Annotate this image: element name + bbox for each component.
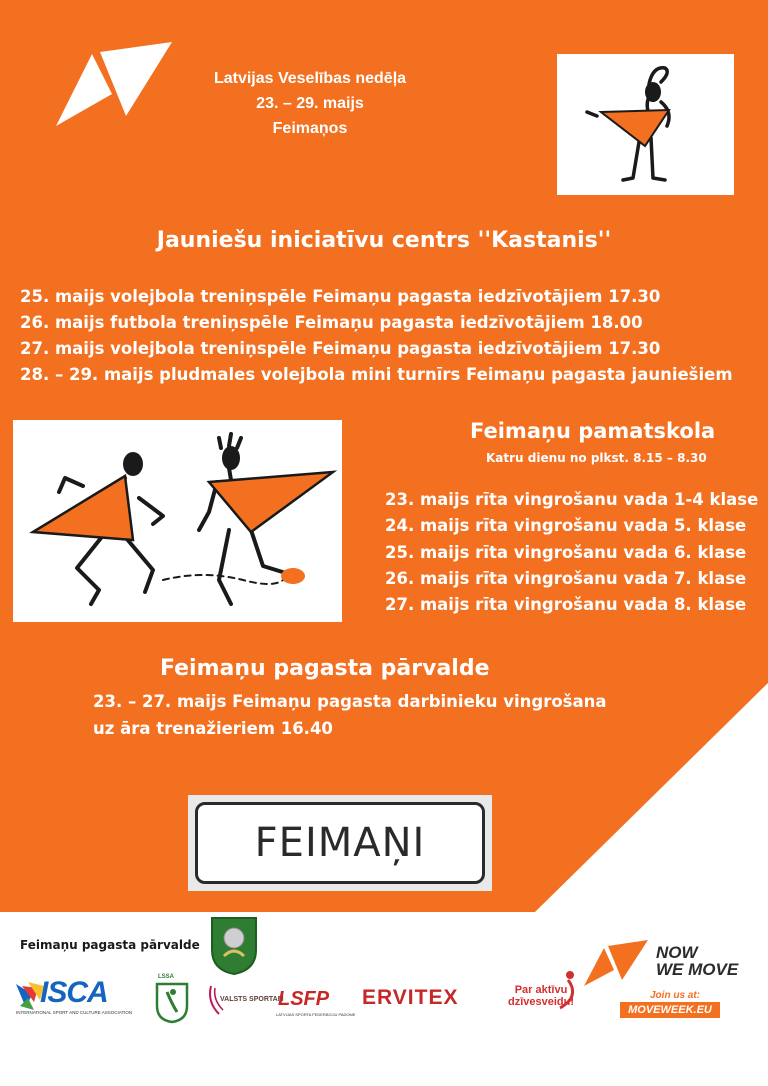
lssa-shield-icon	[155, 976, 189, 1024]
now-text: NOW	[656, 943, 698, 962]
ervitex-text: ERVITEX	[362, 986, 459, 1009]
isca-subtext: INTERNATIONAL SPORT AND CULTURE ASSOCIATION	[16, 1010, 133, 1015]
school-item: 27. maijs rīta vingrošanu vada 8. klase	[385, 595, 747, 614]
kastanis-item: 28. – 29. maijs pludmales volejbola mini turnīrs Feimaņu pagasta jauniešiem	[20, 365, 733, 384]
lssa-text: LSSA	[158, 974, 175, 980]
kastanis-item: 25. maijs volejbola treniņspēle Feimaņu pagasta iedzīvotājiem 17.30	[20, 287, 661, 306]
we-move-text: WE MOVE	[656, 960, 739, 979]
kastanis-title: Jauniešu iniciatīvu centrs ''Kastanis''	[156, 228, 612, 253]
event-header	[150, 66, 470, 141]
feimani-coat-of-arms-icon	[210, 916, 258, 976]
school-item: 25. maijs rīta vingrošanu vada 6. klase	[385, 543, 747, 562]
school-item: 23. maijs rīta vingrošanu vada 1-4 klase	[385, 490, 759, 509]
school-item: 26. maijs rīta vingrošanu vada 7. klase	[385, 569, 747, 588]
moveweek-url[interactable]: MOVEWEEK.EU	[620, 1002, 720, 1018]
stretching-figure-box	[557, 54, 734, 195]
aktivu-line1: Par aktīvu	[514, 984, 568, 996]
parvalde-line: uz āra trenažieriem 16.40	[93, 719, 333, 738]
lsfp-text: LSFP	[278, 988, 330, 1010]
school-item: 24. maijs rīta vingrošanu vada 5. klase	[385, 516, 747, 535]
kastanis-item: 26. maijs futbola treniņspēle Feimaņu pagasta iedzīvotājiem 18.00	[20, 313, 643, 332]
now-we-move-text	[656, 944, 738, 978]
valsts-sportam-text: VALSTS SPORTAM	[220, 996, 284, 1003]
kastanis-item: 27. maijs volejbola treniņspēle Feimaņu pagasta iedzīvotājiem 17.30	[20, 339, 661, 358]
lsfp-subtext: LATVIJAS SPORTA FEDERĀCIJU PADOME	[276, 1012, 356, 1017]
runner-icon	[556, 970, 580, 1010]
now-we-move-logo-icon	[582, 940, 652, 988]
header-dates: 23. – 29. maijs	[256, 95, 364, 112]
football-figures-box	[13, 420, 342, 622]
join-us-text: Join us at:	[650, 990, 701, 1001]
football-figures-illustration	[13, 420, 342, 622]
feimani-sign	[188, 795, 492, 891]
school-title: Feimaņu pamatskola	[470, 419, 716, 443]
stretching-figure-illustration	[557, 54, 734, 195]
sign-text: FEIMAŅI	[254, 820, 426, 866]
isca-text: ISCA	[40, 976, 108, 1009]
parvalde-title: Feimaņu pagasta pārvalde	[160, 656, 490, 681]
footer-org-label: Feimaņu pagasta pārvalde	[20, 938, 200, 952]
header-place: Feimaņos	[272, 120, 348, 137]
parvalde-line: 23. – 27. maijs Feimaņu pagasta darbinieku vingrošana	[93, 692, 607, 711]
aktivu-line2: dzīvesveidu!	[508, 996, 575, 1008]
school-subtitle: Katru dienu no plkst. 8.15 – 8.30	[486, 451, 707, 465]
header-title: Latvijas Veselības nedēļa	[213, 70, 407, 87]
